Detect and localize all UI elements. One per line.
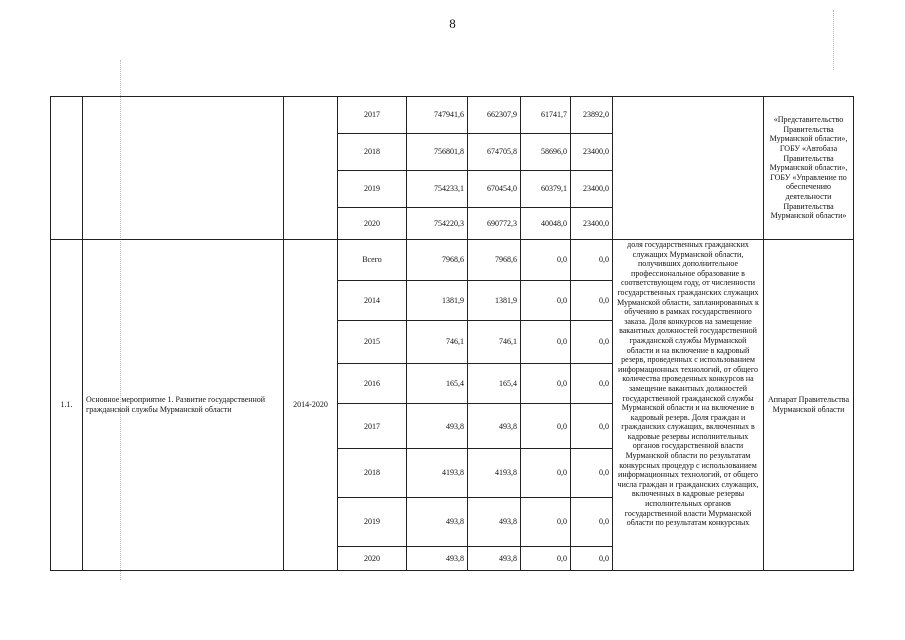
- year-cell: 2016: [338, 363, 407, 404]
- value-cell: 23400,0: [571, 208, 613, 240]
- executor-cell: Аппарат Правительства Мурманской области: [764, 240, 854, 571]
- value-cell: 662307,9: [468, 97, 521, 134]
- value-cell: 0,0: [571, 497, 613, 546]
- year-cell: 2019: [338, 171, 407, 208]
- total-cell: 754220,3: [407, 208, 468, 240]
- year-cell: 2018: [338, 449, 407, 498]
- value-cell: 165,4: [468, 363, 521, 404]
- item-number: 1.1.: [51, 240, 83, 571]
- value-cell: 23400,0: [571, 134, 613, 171]
- value-cell: 23892,0: [571, 97, 613, 134]
- budget-table: [50, 96, 854, 571]
- value-cell: 1381,9: [468, 280, 521, 321]
- total-cell: 165,4: [407, 363, 468, 404]
- year-cell: 2015: [338, 321, 407, 364]
- value-cell: 0,0: [571, 240, 613, 281]
- value-cell: 7968,6: [468, 240, 521, 281]
- total-cell: 746,1: [407, 321, 468, 364]
- number-cell-empty: [51, 97, 83, 240]
- year-cell: 2019: [338, 497, 407, 546]
- indicator-text: доля государственных гражданских служащих Мурманской области, получивших дополнительное профессиональное образование в соответствующем году, от численности государственных гражданских служащих Мурманской области, запланированных к обучению в рамках государственного заказа. Доля конкурсов на замещение вакантных должностей государственной гражданской службы Мурманской области и на включение в кадровый резерв, проведенных с использованием информационных технологий, от общего количества проведенных конкурсов на замещение вакантных должностей государственной гражданской службы Мурманской области и на включение в кадровый резерв. Доля граждан и гражданских служащих, включенных в кадровые резервы исполнительных органов государственной власти Мурманской области по результатам конкурсных процедур с использованием информационных технологий, от общего числа граждан и гражданских служащих, включенных в кадровые резервы исполнительных органов государственной власти Мурманской области по результатам конкурсных: [617, 240, 759, 528]
- total-cell: 747941,6: [407, 97, 468, 134]
- value-cell: 0,0: [521, 240, 571, 281]
- year-cell: Всего: [338, 240, 407, 281]
- value-cell: 674705,8: [468, 134, 521, 171]
- value-cell: 0,0: [571, 321, 613, 364]
- value-cell: 23400,0: [571, 171, 613, 208]
- value-cell: 0,0: [521, 497, 571, 546]
- value-cell: 0,0: [571, 280, 613, 321]
- event-name: Основное мероприятие 1. Развитие государственной гражданской службы Мурманской области: [83, 240, 284, 571]
- table-row: [51, 240, 854, 281]
- value-cell: 0,0: [571, 363, 613, 404]
- total-cell: 756801,8: [407, 134, 468, 171]
- year-cell: 2020: [338, 208, 407, 240]
- scan-artifact: [833, 10, 835, 70]
- total-cell: 4193,8: [407, 449, 468, 498]
- year-cell: 2018: [338, 134, 407, 171]
- year-cell: 2014: [338, 280, 407, 321]
- value-cell: 0,0: [521, 280, 571, 321]
- total-cell: 493,8: [407, 497, 468, 546]
- value-cell: 670454,0: [468, 171, 521, 208]
- value-cell: 61741,7: [521, 97, 571, 134]
- total-cell: 754233,1: [407, 171, 468, 208]
- total-cell: 7968,6: [407, 240, 468, 281]
- indicator-cell: [613, 240, 764, 571]
- value-cell: 0,0: [571, 449, 613, 498]
- value-cell: 0,0: [521, 546, 571, 570]
- value-cell: 40048,0: [521, 208, 571, 240]
- table-row: [51, 97, 854, 134]
- executor-cell: «Представительство Правительства Мурманской области», ГОБУ «Автобаза Правительства Мурманской области», ГОБУ «Управление по обеспечению деятельности Правительства Мурманской области»: [764, 97, 854, 240]
- name-cell-empty: [83, 97, 284, 240]
- value-cell: 0,0: [521, 449, 571, 498]
- page-number: 8: [449, 16, 456, 31]
- period-cell: 2014-2020: [284, 240, 338, 571]
- year-cell: 2017: [338, 97, 407, 134]
- total-cell: 493,8: [407, 404, 468, 449]
- value-cell: 0,0: [571, 404, 613, 449]
- value-cell: 0,0: [571, 546, 613, 570]
- indicator-cell-empty: [613, 97, 764, 240]
- value-cell: 4193,8: [468, 449, 521, 498]
- value-cell: 493,8: [468, 404, 521, 449]
- value-cell: 690772,3: [468, 208, 521, 240]
- period-cell-empty: [284, 97, 338, 240]
- value-cell: 0,0: [521, 363, 571, 404]
- value-cell: 60379,1: [521, 171, 571, 208]
- value-cell: 58696,0: [521, 134, 571, 171]
- year-cell: 2017: [338, 404, 407, 449]
- value-cell: 493,8: [468, 546, 521, 570]
- value-cell: 0,0: [521, 321, 571, 364]
- total-cell: 493,8: [407, 546, 468, 570]
- value-cell: 0,0: [521, 404, 571, 449]
- total-cell: 1381,9: [407, 280, 468, 321]
- year-cell: 2020: [338, 546, 407, 570]
- value-cell: 746,1: [468, 321, 521, 364]
- value-cell: 493,8: [468, 497, 521, 546]
